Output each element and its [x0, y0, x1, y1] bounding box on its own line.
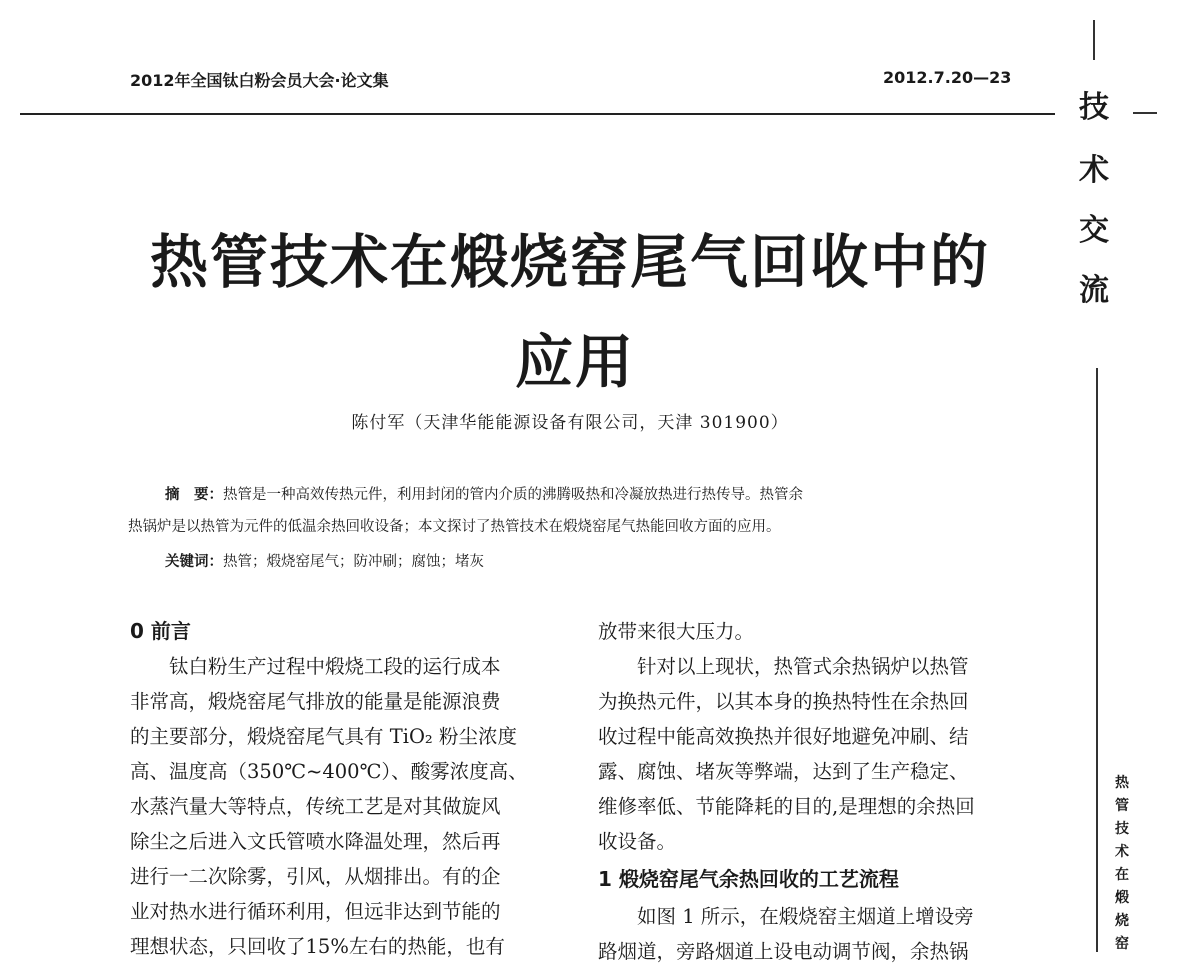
paragraph-line: 钛白粉生产过程中煅烧工段的运行成本 [169, 655, 501, 678]
abstract-label: 摘 要： [165, 487, 223, 503]
sidebar-section-char: 交 [1079, 213, 1109, 248]
sidebar-section-char: 流 [1079, 273, 1109, 308]
right-column [598, 614, 975, 969]
header-rule [20, 113, 1055, 115]
article-title-line2: 应用 [514, 328, 635, 396]
paragraph-line: 收设备。 [598, 830, 677, 853]
section-heading-process: 1 煅烧窑尾气余热回收的工艺流程 [598, 867, 899, 891]
abstract-line: 热锅炉是以热管为元件的低温余热回收设备；本文探讨了热管技术在煅烧窑尾气热能回收方面的应用。 [128, 519, 781, 535]
paragraph-line: 放带来很大压力。 [598, 620, 755, 643]
author-affiliation: 陈付军（天津华能能源设备有限公司，天津 301900） [351, 413, 789, 433]
paragraph-line: 高、温度高（350℃~400℃）、酸雾浓度高、 [130, 760, 528, 783]
sidebar-divider-top [1093, 20, 1095, 60]
keywords-label: 关键词： [165, 554, 223, 570]
keywords [165, 550, 484, 571]
abstract-text: 热管是一种高效传热元件，利用封闭的管内介质的沸腾吸热和冷凝放热进行热传导。热管余 [223, 487, 803, 503]
abstract-line [165, 483, 803, 504]
keywords-text: 热管；煅烧窑尾气；防冲刷；腐蚀；堵灰 [223, 554, 484, 570]
sidebar-title-char: 在 [1115, 867, 1129, 883]
paragraph-line: 路烟道，旁路烟道上设电动调节阀，余热锅 [598, 940, 969, 963]
paragraph-line: 水蒸汽量大等特点，传统工艺是对其做旋风 [130, 795, 501, 818]
paragraph-line: 如图 1 所示，在煅烧窑主烟道上增设旁 [637, 905, 974, 928]
paragraph-line: 进行一二次除雾，引风，从烟排出。有的企 [130, 865, 501, 888]
sidebar-title-char: 管 [1115, 798, 1129, 814]
paragraph-line: 收过程中能高效换热并很好地避免冲刷、结 [598, 725, 969, 748]
sidebar-title-char: 煅 [1115, 890, 1129, 906]
paragraph-line: 理想状态，只回收了15%左右的热能，也有 [130, 935, 505, 958]
sidebar-section-char: 术 [1079, 153, 1109, 188]
running-header-date: 2012.7.20—23 [883, 68, 1012, 87]
running-header-left: 2012年全国钛白粉会员大会·论文集 [130, 71, 389, 90]
left-column [130, 614, 528, 964]
sidebar-title-char: 热 [1115, 775, 1129, 791]
sidebar-title-char: 术 [1115, 844, 1129, 860]
sidebar-section-char: 技 [1079, 90, 1109, 125]
sidebar-dash [1133, 112, 1157, 114]
paragraph-line: 针对以上现状，热管式余热锅炉以热管 [637, 655, 969, 678]
paragraph-line: 非常高，煅烧窑尾气排放的能量是能源浪费 [130, 690, 501, 713]
sidebar-title-char: 烧 [1115, 913, 1129, 929]
sidebar-title-char: 窑 [1115, 936, 1129, 952]
paragraph-line: 除尘之后进入文氏管喷水降温处理，然后再 [130, 830, 501, 853]
sidebar-divider [1096, 368, 1098, 952]
sidebar-title-char: 技 [1115, 821, 1129, 837]
paragraph-line: 的主要部分，煅烧窑尾气具有 TiO₂ 粉尘浓度 [130, 725, 517, 748]
sidebar-running-title [1112, 772, 1132, 956]
paragraph-line: 露、腐蚀、堵灰等弊端，达到了生产稳定、 [598, 760, 969, 783]
paragraph-line: 业对热水进行循环利用，但远非达到节能的 [130, 900, 501, 923]
article-title-line1: 热管技术在煅烧窑尾气回收中的 [149, 228, 990, 296]
paragraph-line: 维修率低、节能降耗的目的,是理想的余热回 [598, 795, 975, 818]
paragraph-line: 为换热元件，以其本身的换热特性在余热回 [598, 690, 969, 713]
section-heading-intro: 0 前言 [130, 619, 191, 643]
